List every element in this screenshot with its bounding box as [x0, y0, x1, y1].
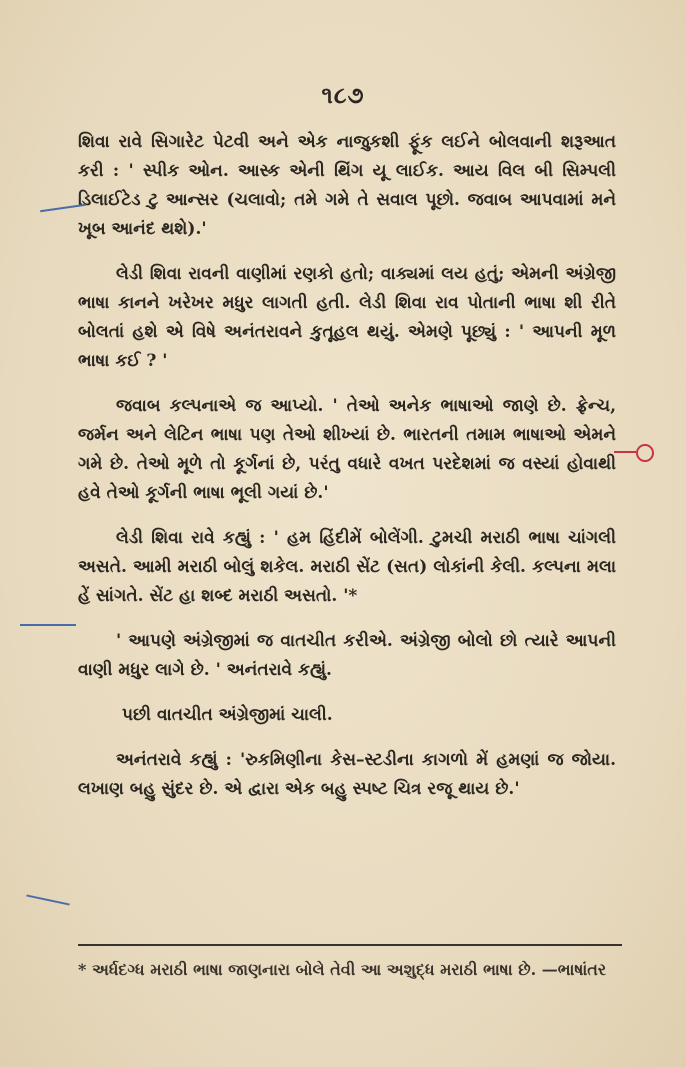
paragraph-4: લેડી શિવા રાવે કહ્યું : ' હમ હિંદીમેં બોલેંગી. ટુમચી મરાઠી ભાષા ચાંગલી અસતે. આમી મરાઠી બોલું શકેલ. મરાઠી સેંટ (સત) લોકાંની કેલી. કલ્પના મલા હેં સાંગતે. સેંટ હા શબ્દ મરાઠી અસતો. '* — [78, 528, 616, 606]
paragraph-6: પછી વાતચીત અંગ્રેજીમાં ચાલી. — [122, 705, 333, 725]
pen-margin-mark — [20, 624, 76, 626]
red-pen-mark — [614, 451, 636, 453]
pen-margin-mark — [26, 894, 69, 905]
footnote: * અર્ધદગ્ધ મરાઠી ભાષા જાણનારા બોલે તેવી આ અશુદ્ધ મરાઠી ભાષા છે. —ભાષાંતર — [78, 960, 607, 979]
paragraph-2: લેડી શિવા રાવની વાણીમાં રણકો હતો; વાક્યમાં લય હતું; એમની અંગ્રેજી ભાષા કાનને ખરેખર મધુર લાગતી હતી. લેડી શિવા રાવ પોતાની ભાષા શી રીતે બોલતાં હશે એ વિષે અનંતરાવને કુતૂહલ થયું. એમણે પૂછ્યું : ' આપની મૂળ ભાષા કઈ ? ' — [78, 264, 616, 371]
paragraph-7: અનંતરાવે કહ્યું : 'રુકમિણીના કેસ–સ્ટડીના કાગળો મેં હમણાં જ જોયા. લખાણ બહુ સુંદર છે. એ દ્વારા એક બહુ સ્પષ્ટ ચિત્ર રજૂ થાય છે.' — [78, 750, 616, 799]
body-text — [78, 128, 616, 820]
paragraph-3: જવાબ કલ્પનાએ જ આપ્યો. ' તેઓ અનેક ભાષાઓ જાણે છે. ફ્રેન્ચ, જર્મન અને લેટિન ભાષા પણ તેઓ શીખ્યાં છે. ભારતની તમામ ભાષાઓ એમને ગમે છે. તેઓ મૂળે તો કૂર્ગનાં છે, પરંતુ વધારે વખત પરદેશમાં જ વસ્યાં હોવાથી હવે તેઓ કૂર્ગની ભાષા ભૂલી ગયાં છે.' — [78, 396, 616, 503]
page-number: ૧૮૭ — [321, 82, 365, 109]
paragraph-5: ' આપણે અંગ્રેજીમાં જ વાતચીત કરીએ. અંગ્રેજી બોલો છો ત્યારે આપની વાણી મધુર લાગે છે. ' અનંતરાવે કહ્યું. — [78, 631, 616, 680]
paragraph-1: શિવા રાવે સિગારેટ પેટવી અને એક નાજુકશી ફૂંક લઈને બોલવાની શરૂઆત કરી : ' સ્પીક ઓન. આસ્ક એની થિંગ યૂ લાઈક. આય વિલ બી સિમ્પલી ડિલાઈટેડ ટુ આન્સર (ચલાવો; તમે ગમે તે સવાલ પૂછો. જવાબ આપવામાં મને ખૂબ આનંદ થશે).' — [78, 132, 616, 239]
footnote-divider — [78, 944, 622, 946]
red-circle-mark — [636, 444, 654, 462]
